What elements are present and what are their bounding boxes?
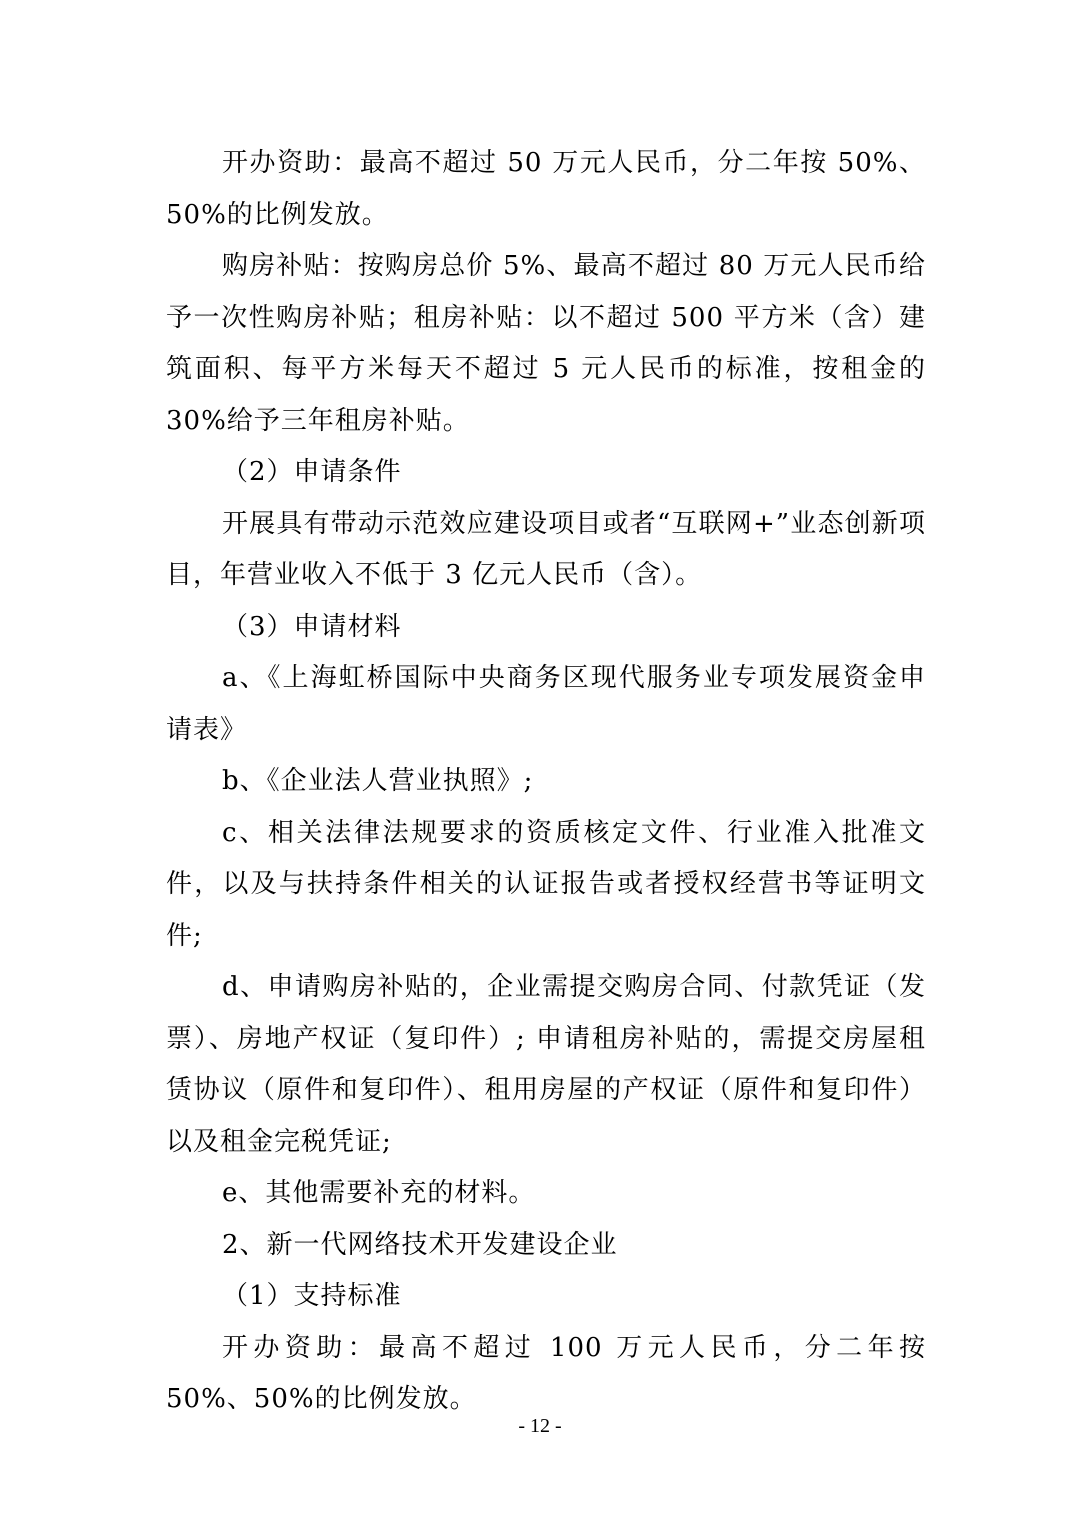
list-item-c: c、相关法律法规要求的资质核定文件、行业准入批准文件，以及与扶持条件相关的认证报告或者授权经营书等证明文件; [166,817,926,951]
list-item-b: b、《企业法人营业执照》; [222,766,534,796]
paragraph-housing-subsidy: 购房补贴：按购房总价 5%、最高不超过 80 万元人民币给予一次性购房补贴；租房补贴：以不超过 500 平方米（含）建筑面积、每平方米每天不超过 5 元人民币的标准，按租金的 30%给予三年租房补贴。 [166,251,926,436]
page-number: - 12 - [518,1415,562,1437]
paragraph-conditions: 开展具有带动示范效应建设项目或者“互联网+”业态创新项目，年营业收入不低于 3 亿元人民币（含）。 [166,508,926,590]
heading-application-materials: （3）申请材料 [222,611,402,642]
list-item-e: e、其他需要补充的材料。 [222,1178,536,1208]
heading-network-tech-enterprise: 2、新一代网络技术开发建设企业 [222,1229,618,1260]
paragraph-startup-funding: 开办资助：最高不超过 50 万元人民币，分二年按 50%、50%的比例发放。 [166,148,926,230]
document-body [166,138,926,1426]
paragraph-startup-funding-2: 开办资助：最高不超过 100 万元人民币，分二年按 50%、50%的比例发放。 [166,1332,926,1414]
heading-application-conditions: （2）申请条件 [222,457,402,487]
heading-support-standard: （1）支持标准 [222,1281,402,1311]
list-item-d: d、申请购房补贴的，企业需提交购房合同、付款凭证（发票）、房地产权证（复印件）; 申请租房补贴的，需提交房屋租赁协议（原件和复印件）、租用房屋的产权证（原件和复印件）以及租金完税凭证; [166,972,926,1157]
list-item-a: a、《上海虹桥国际中央商务区现代服务业专项发展资金申请表》 [166,663,926,745]
